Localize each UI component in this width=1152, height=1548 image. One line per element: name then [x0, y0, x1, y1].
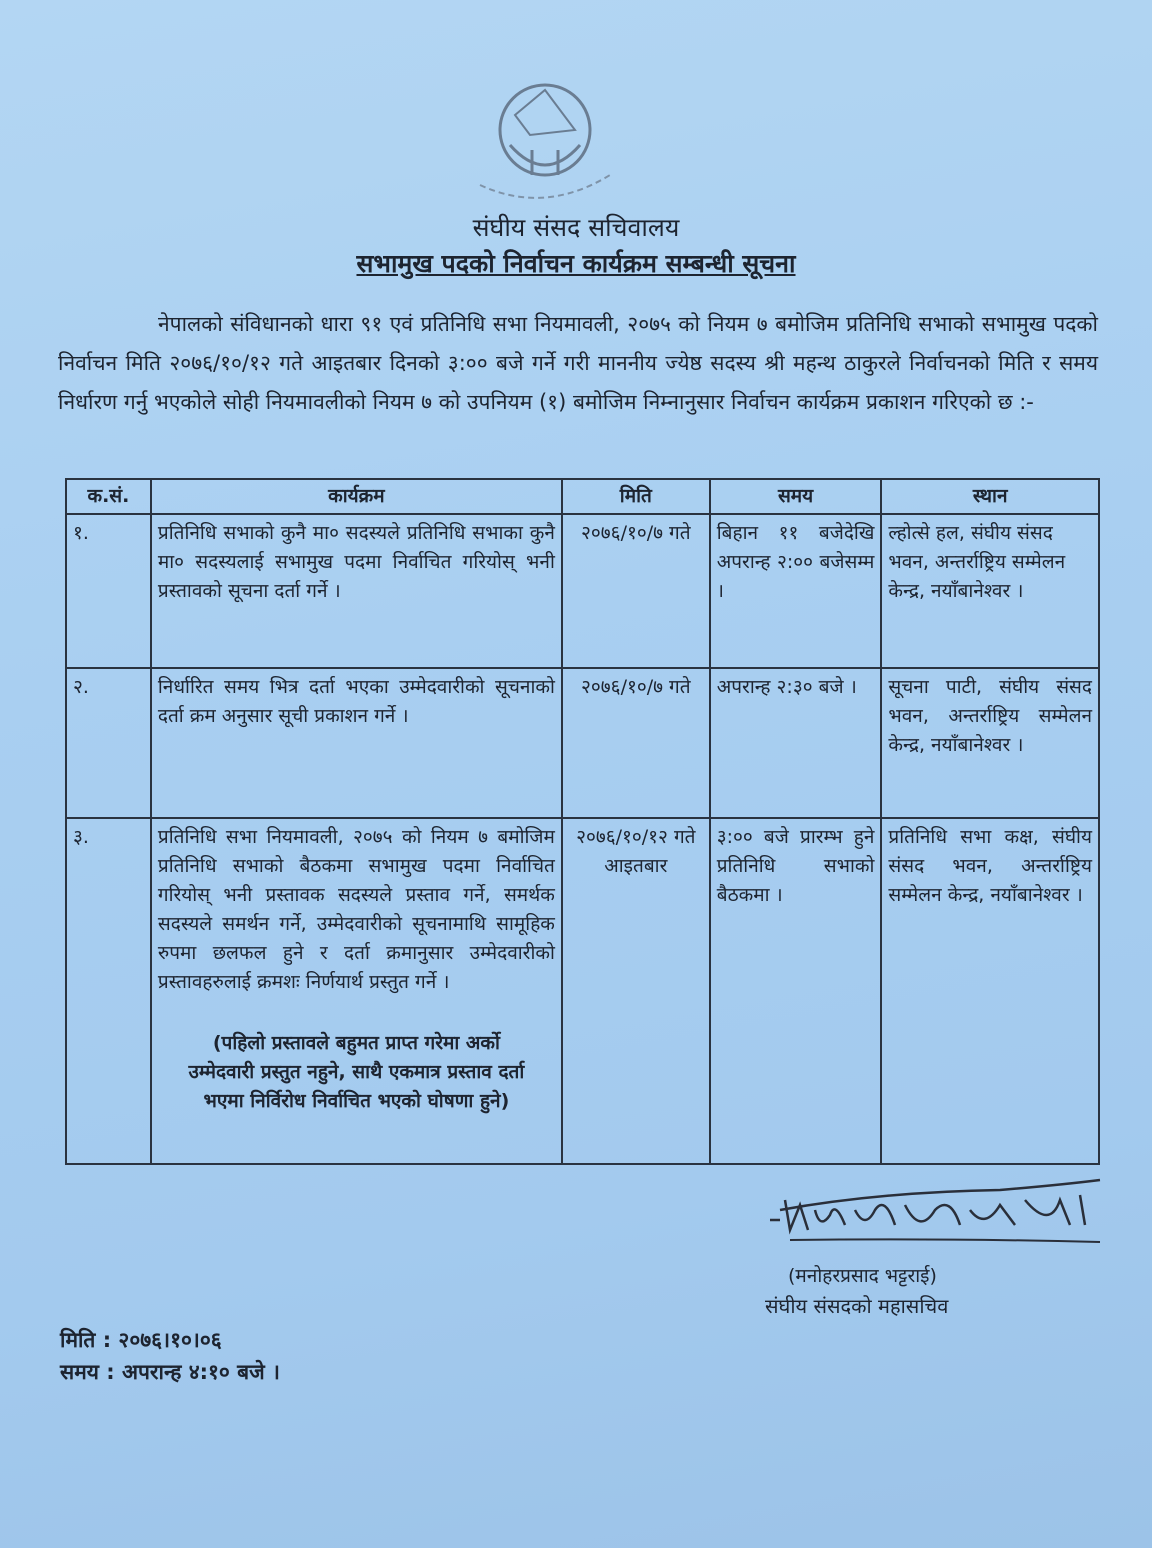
table-row [66, 514, 1099, 668]
header-time: समय [710, 479, 882, 514]
notice-title [0, 246, 1152, 280]
cell-date: २०७६/१०/१२ गते आइतबार [562, 818, 710, 1164]
cell-sn: १. [66, 514, 151, 668]
cell-place: ल्होत्से हल, संघीय संसद भवन, अन्तर्राष्ट्रिय सम्मेलन केन्द्र, नयाँबानेश्वर । [881, 514, 1099, 668]
cell-sn: २. [66, 668, 151, 818]
cell-sn: ३. [66, 818, 151, 1164]
cell-place: प्रतिनिधि सभा कक्ष, संघीय संसद भवन, अन्तर्राष्ट्रिय सम्मेलन केन्द्र, नयाँबानेश्वर । [881, 818, 1099, 1164]
cell-place: सूचना पाटी, संघीय संसद भवन, अन्तर्राष्ट्रिय सम्मेलन केन्द्र, नयाँबानेश्वर । [881, 668, 1099, 818]
table-row [66, 818, 1099, 1164]
header-program: कार्यक्रम [151, 479, 562, 514]
parliament-seal-logo [470, 75, 620, 215]
office-name: संघीय संसद सचिवालय [472, 213, 680, 242]
cell-date: २०७६/१०/७ गते [562, 668, 710, 818]
cell-time: अपरान्ह २:३० बजे । [710, 668, 882, 818]
table-row [66, 668, 1099, 818]
header-place: स्थान [881, 479, 1099, 514]
issue-date: मिति : २०७६।१०।०६ [60, 1328, 222, 1352]
cell-program [151, 818, 562, 1164]
cell-date: २०७६/१०/७ गते [562, 514, 710, 668]
cell-time: ३:०० बजे प्रारम्भ हुने प्रतिनिधि सभाको बैठकमा । [710, 818, 882, 1164]
schedule-table [65, 478, 1100, 1165]
header-sn: क.सं. [66, 479, 151, 514]
program-text: प्रतिनिधि सभा नियमावली, २०७५ को नियम ७ बमोजिम प्रतिनिधि सभाको बैठकमा सभामुख पदमा निर्वाचित गरियोस् भनी प्रस्तावक सदस्यले प्रस्ताव गर्ने, समर्थक सदस्यले समर्थन गर्ने, उम्मेदवारीको सूचनामाथि सामूहिक रुपमा छलफल हुने र दर्ता क्रमानुसार उम्मेदवारीको प्रस्तावहरुलाई क्रमशः निर्णयार्थ प्रस्तुत गर्ने । [157, 826, 555, 993]
notice-title-text: सभामुख पदको निर्वाचन कार्यक्रम सम्बन्धी सूचना [356, 249, 796, 278]
cell-program: निर्धारित समय भित्र दर्ता भएका उम्मेदवारीको सूचनाको दर्ता क्रम अनुसार सूची प्रकाशन गर्ने । [151, 668, 562, 818]
intro-paragraph: नेपालको संविधानको धारा ९१ एवं प्रतिनिधि सभा नियमावली, २०७५ को नियम ७ बमोजिम प्रतिनिधि सभाको सभामुख पदको निर्वाचन मिति २०७६/१०/१२ गते आइतबार दिनको ३:०० बजे गर्ने गरी माननीय ज्येष्ठ सदस्य श्री महन्थ ठाकुरले निर्वाचनको मिति र समय निर्धारण गर्नु भएकोले सोही नियमावलीको नियम ७ को उपनियम (१) बमोजिम निम्नानुसार निर्वाचन कार्यक्रम प्रकाशन गरिएको छ :- [58, 312, 1098, 414]
issue-time: समय : अपरान्ह ४:१० बजे । [60, 1360, 281, 1384]
signatory-designation: संघीय संसदको महासचिव [765, 1294, 949, 1318]
cell-program: प्रतिनिधि सभाको कुनै मा० सदस्यले प्रतिनिधि सभाका कुनै मा० सदस्यलाई सभामुख पदमा निर्वाचित गरियोस् भनी प्रस्तावको सूचना दर्ता गर्ने । [151, 514, 562, 668]
table-header-row [66, 479, 1099, 514]
handwritten-signature [760, 1170, 1110, 1260]
signatory-name: (मनोहरप्रसाद भट्टराई) [788, 1265, 937, 1287]
program-note: (पहिलो प्रस्तावले बहुमत प्राप्त गरेमा अर्को उम्मेदवारी प्रस्तुत नहुने, साथै एकमात्र प्रस्ताव दर्ता भएमा निर्विरोध निर्वाचित भएको घोषणा हुने) [188, 1032, 525, 1112]
cell-time: बिहान ११ बजेदेखि अपरान्ह २:०० बजेसम्म । [710, 514, 882, 668]
header-date: मिति [562, 479, 710, 514]
